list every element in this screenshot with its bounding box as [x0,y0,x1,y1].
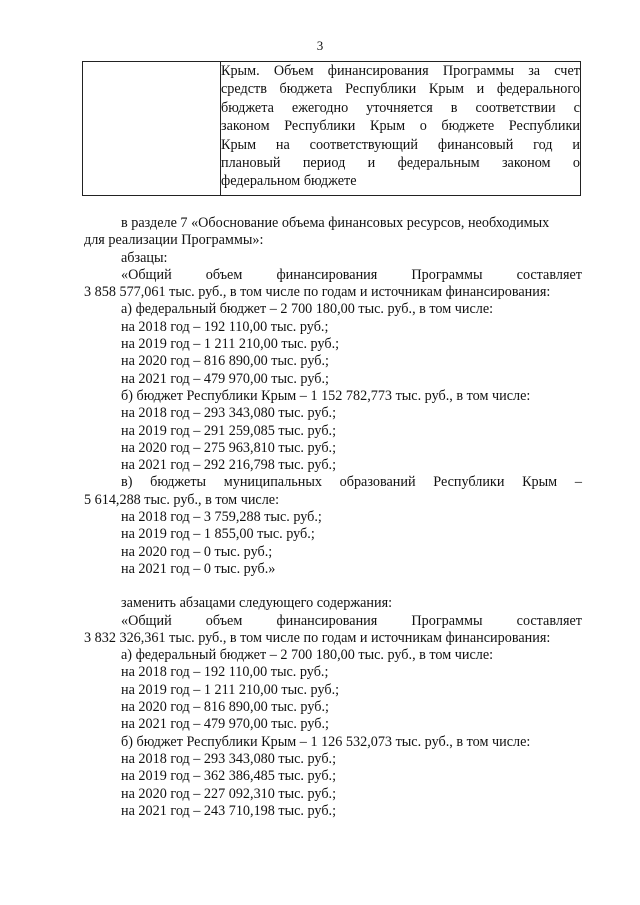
year-line: на 2018 год – 192 110,00 тыс. руб.; [121,318,329,335]
new-republic-budget: б) бюджет Республики Крым – 1 126 532,073 тыс. руб., в том числе: [121,733,531,750]
year-line: на 2021 год – 479 970,00 тыс. руб.; [121,716,329,733]
table-cell-line: законом Республики Крым о бюджете Республики [221,118,580,135]
old-total-line: 3 858 577,061 тыс. руб., в том числе по годам и источникам финансирования: [84,284,551,301]
table-cell-line: плановый период и федеральным законом о [221,155,580,172]
year-line: на 2020 год – 816 890,00 тыс. руб.; [121,353,329,370]
year-line: на 2021 год – 0 тыс. руб.» [121,560,276,577]
year-line: на 2019 год – 362 386,485 тыс. руб.; [121,768,337,785]
year-line: на 2020 год – 816 890,00 тыс. руб.; [121,699,329,716]
year-line: на 2019 год – 1 855,00 тыс. руб.; [121,526,315,543]
old-municipal-budget: 5 614,288 тыс. руб., в том числе: [84,491,280,508]
year-line: на 2019 год – 291 259,085 тыс. руб.; [121,422,337,439]
year-line: на 2018 год – 293 343,080 тыс. руб.; [121,405,337,422]
page-number: 3 [316,38,324,53]
paragraph-gap [84,578,582,595]
year-line: на 2020 год – 227 092,310 тыс. руб.; [121,785,337,802]
year-line: на 2019 год – 1 211 210,00 тыс. руб.; [121,681,340,698]
section-intro-line: в разделе 7 «Обоснование объема финансовых ресурсов, необходимых [121,215,550,231]
table-right-cell [221,62,581,196]
new-federal-budget: а) федеральный бюджет – 2 700 180,00 тыс. руб., в том числе: [121,647,494,664]
old-total-line: «Общий объем финансирования Программы составляет [121,266,582,283]
year-line: на 2018 год – 3 759,288 тыс. руб.; [121,509,322,526]
table-cell-line: бюджета ежегодно уточняется в соответствии с [221,99,580,116]
old-republic-budget: б) бюджет Республики Крым – 1 152 782,773 тыс. руб., в том числе: [121,387,531,404]
replace-label: заменить абзацами следующего содержания: [121,595,393,612]
new-total-line: 3 832 326,361 тыс. руб., в том числе по годам и источникам финансирования: [84,629,551,646]
old-federal-budget: а) федеральный бюджет – 2 700 180,00 тыс. руб., в том числе: [121,301,494,318]
table-cell-line: Крым. Объем финансирования Программы за счет [221,63,580,79]
year-line: на 2018 год – 192 110,00 тыс. руб.; [121,664,329,681]
year-line: на 2021 год – 243 710,198 тыс. руб.; [121,802,337,819]
year-line: на 2021 год – 479 970,00 тыс. руб.; [121,370,329,387]
amendment-text [84,215,582,820]
old-municipal-budget: в) бюджеты муниципальных образований Республики Крым – [121,474,582,491]
new-total-line: «Общий объем финансирования Программы составляет [121,612,582,629]
year-line: на 2018 год – 293 343,080 тыс. руб.; [121,750,337,767]
year-line: на 2019 год – 1 211 210,00 тыс. руб.; [121,336,340,353]
table-cell-text [221,62,580,191]
table-left-cell [83,62,221,196]
program-table-fragment [82,61,581,196]
year-line: на 2021 год – 292 216,798 тыс. руб.; [121,457,337,474]
paragraphs-label: абзацы: [121,249,168,266]
section-intro-line: для реализации Программы»: [84,232,264,249]
table-cell-line: средств бюджета Республики Крым и федерального [221,81,580,98]
table-cell-line: федеральном бюджете [221,173,357,190]
year-line: на 2020 год – 0 тыс. руб.; [121,543,273,560]
table-cell-line: Крым на соответствующий финансовый год и [221,136,580,153]
year-line: на 2020 год – 275 963,810 тыс. руб.; [121,439,337,456]
